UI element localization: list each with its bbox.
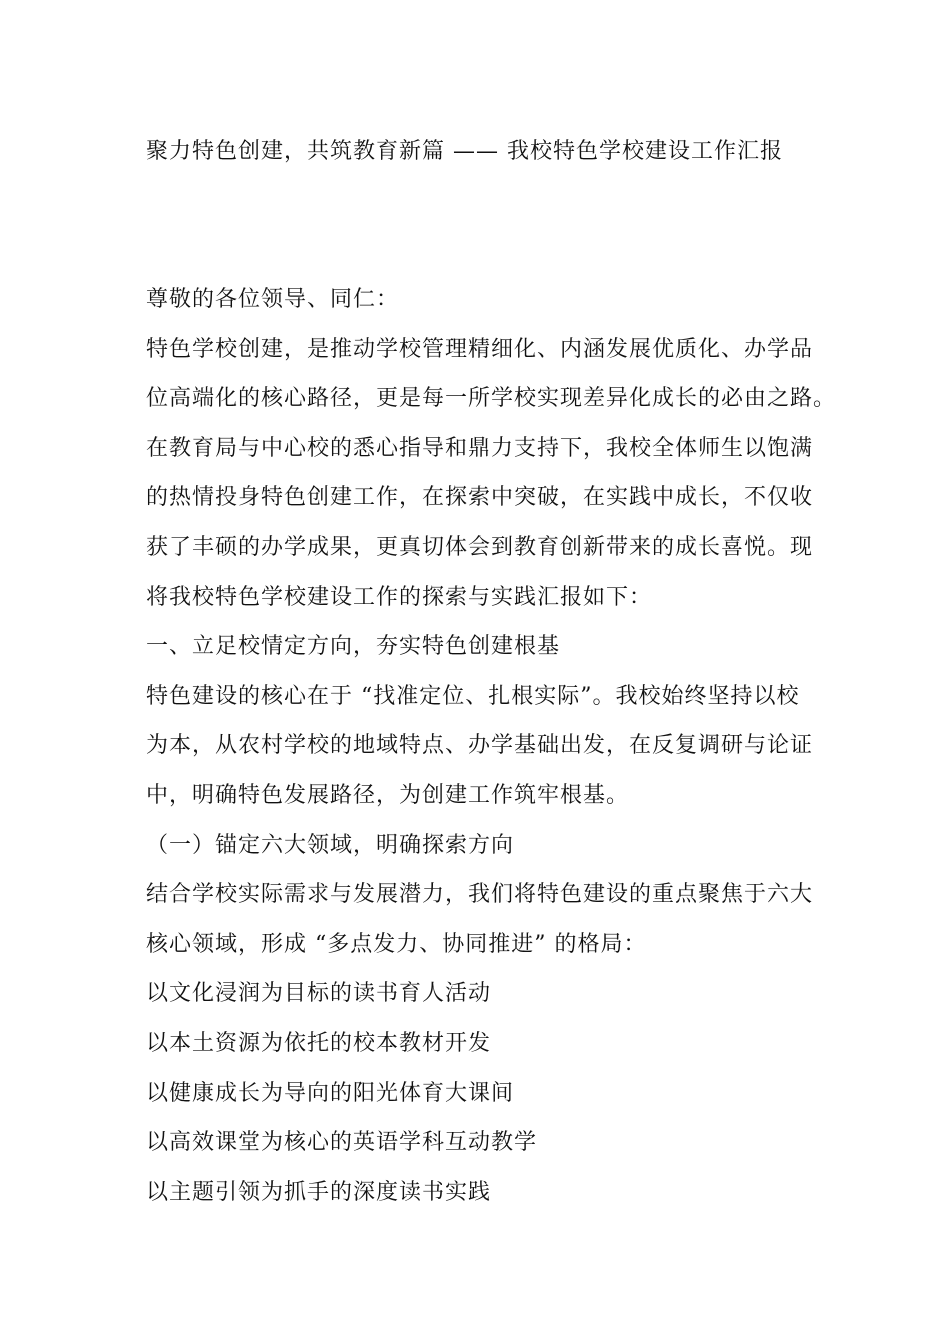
paragraph-line: 特色学校创建，是推动学校管理精细化、内涵发展优质化、办学品 xyxy=(146,336,814,362)
paragraph-line: 结合学校实际需求与发展潜力，我们将特色建设的重点聚焦于六大 xyxy=(146,882,814,908)
paragraph-line: 的热情投身特色创建工作，在探索中突破，在实践中成长，不仅收 xyxy=(146,485,814,511)
paragraph-line: 核心领域，形成 “多点发力、协同推进” 的格局： xyxy=(146,931,647,957)
list-item: 以文化浸润为目标的读书育人活动 xyxy=(146,981,492,1007)
document-body xyxy=(146,284,836,1226)
paragraph-line: 为本，从农村学校的地域特点、办学基础出发，在反复调研与论证 xyxy=(146,733,814,759)
salutation: 尊敬的各位领导、同仁： xyxy=(146,287,400,312)
list-item: 以本土资源为依托的校本教材开发 xyxy=(146,1030,492,1056)
paragraph-line: 中，明确特色发展路径，为创建工作筑牢根基。 xyxy=(146,782,630,808)
paragraph-line: 将我校特色学校建设工作的探索与实践汇报如下： xyxy=(146,584,653,610)
paragraph-line: 位高端化的核心路径，更是每一所学校实现差异化成长的必由之路。 xyxy=(146,386,837,412)
subsection-heading: （一）锚定六大领域，明确探索方向 xyxy=(146,832,515,858)
list-item: 以主题引领为抓手的深度读书实践 xyxy=(146,1179,492,1205)
section-heading: 一、立足校情定方向，夯实特色创建根基 xyxy=(146,634,561,660)
paragraph-line: 获了丰硕的办学成果，更真切体会到教育创新带来的成长喜悦。现 xyxy=(146,534,814,560)
paragraph-line: 特色建设的核心在于 “找准定位、扎根实际”。我校始终坚持以校 xyxy=(146,683,800,709)
list-item: 以高效课堂为核心的英语学科互动教学 xyxy=(146,1130,538,1156)
document-title: 聚力特色创建，共筑教育新篇 —— 我校特色学校建设工作汇报 xyxy=(146,139,783,164)
list-item: 以健康成长为导向的阳光体育大课间 xyxy=(146,1080,515,1106)
paragraph-line: 在教育局与中心校的悉心指导和鼎力支持下，我校全体师生以饱满 xyxy=(146,435,814,461)
